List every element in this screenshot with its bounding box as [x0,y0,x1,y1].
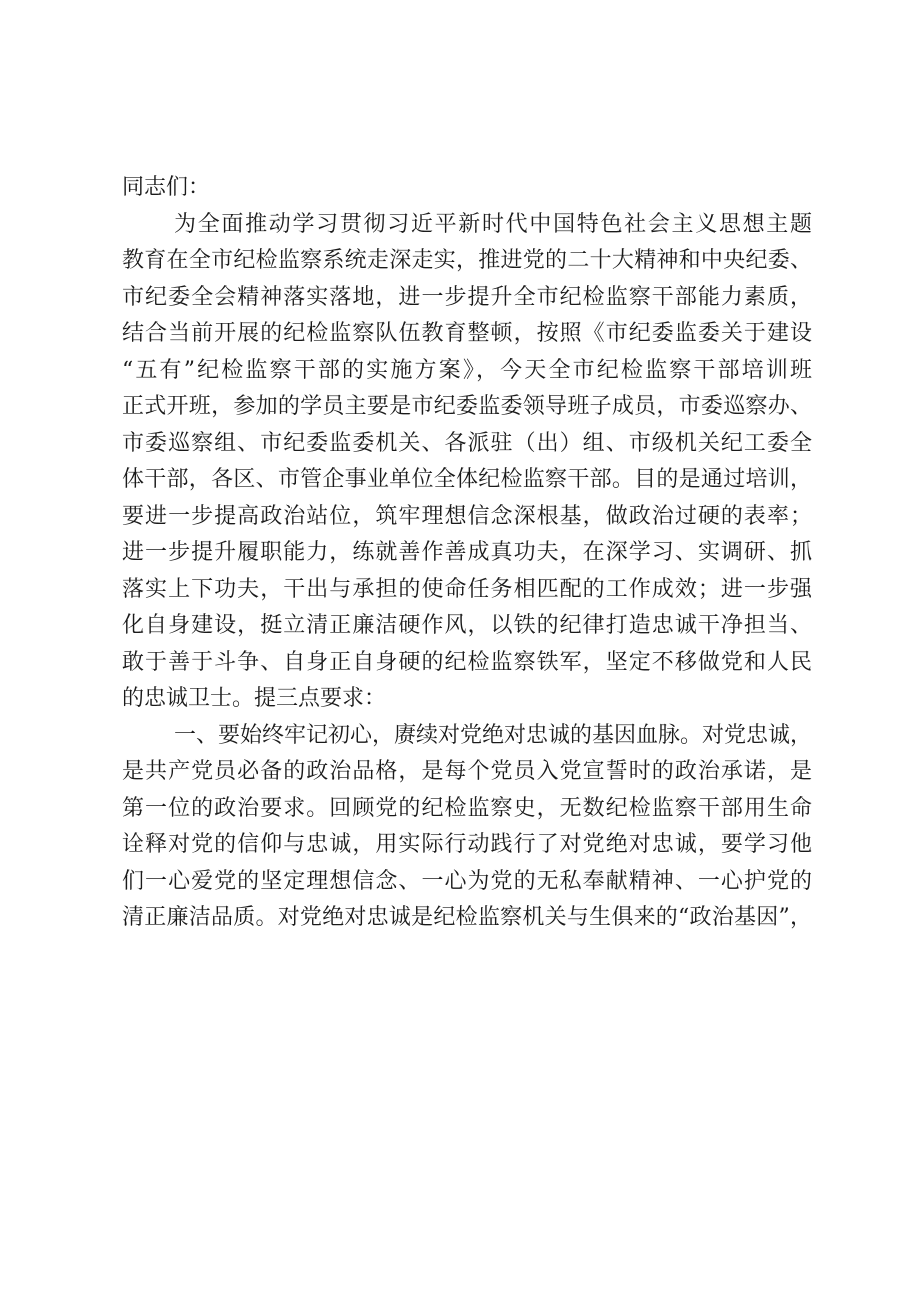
text-line: “五有”纪检监察干部的实施方案》，今天全市纪检监察干部培训班 [122,357,812,383]
text-line: 市委巡察组、市纪委监委机关、各派驻（出）组、市级机关纪工委全 [122,430,812,456]
text-line: 为全面推动学习贯彻习近平新时代中国特色社会主义思想主题 [174,211,812,237]
text-line: 化自身建设，挺立清正廉洁硬作风，以铁的纪律打造忠诚干净担当、 [122,613,812,638]
paragraph-point-one [122,718,812,937]
text-line: 进一步提升履职能力，练就善作善成真功夫，在深学习、实调研、抓 [122,540,812,565]
text-line: 第一位的政治要求。回顾党的纪检监察史，无数纪检监察干部用生命 [122,795,812,821]
text-line: 清正廉洁品质。对党绝对忠诚是纪检监察机关与生俱来的“政治基因”， [122,905,812,930]
text-line: 教育在全市纪检监察系统走深走实，推进党的二十大精神和中央纪委、 [122,248,812,273]
document-body [122,170,812,937]
text-line: 结合当前开展的纪检监察队伍教育整顿，按照《市纪委监委关于建设 [122,321,812,346]
text-line: 诠释对党的信仰与忠诚，用实际行动践行了对党绝对忠诚，要学习他 [122,832,812,857]
paragraph-intro [122,207,812,718]
text-line: 是共产党员必备的政治品格，是每个党员入党宣誓时的政治承诺，是 [122,759,812,784]
text-line: 敢于善于斗争、自身正自身硬的纪检监察铁军，坚定不移做党和人民 [122,649,812,675]
text-line: 们一心爱党的坚定理想信念、一心为党的无私奉献精神、一心护党的 [122,868,812,894]
text-line: 市纪委全会精神落实落地，进一步提升全市纪检监察干部能力素质， [122,284,812,310]
salutation: 同志们： [122,175,211,200]
text-line: 一、要始终牢记初心，赓续对党绝对忠诚的基因血脉。对党忠诚， [174,722,813,748]
text-line: 体干部，各区、市管企事业单位全体纪检监察干部。目的是通过培训， [122,467,812,492]
text-line: 的忠诚卫士。提三点要求： [122,686,387,711]
text-line: 要进一步提高政治站位，筑牢理想信念深根基，做政治过硬的表率； [122,503,812,529]
text-line: 正式开班，参加的学员主要是市纪委监委领导班子成员，市委巡察办、 [122,394,812,419]
text-line: 落实上下功夫，干出与承担的使命任务相匹配的工作成效；进一步强 [122,576,812,602]
